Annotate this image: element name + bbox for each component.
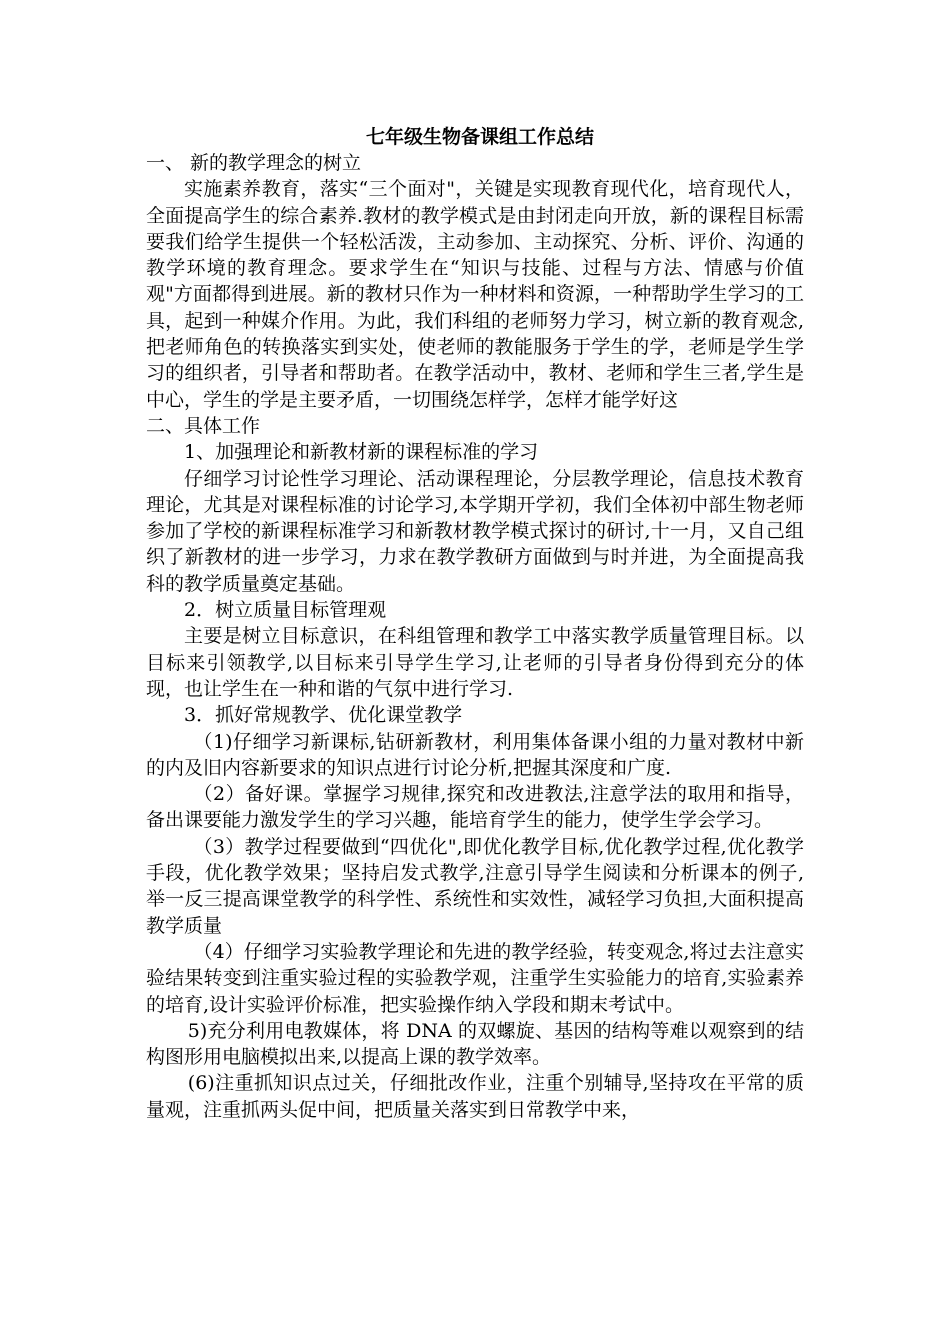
item-2-heading: 2．树立质量目标管理观: [184, 599, 387, 622]
document-title: 七年级生物备课组工作总结: [365, 126, 594, 148]
item-3-point-2: （2）备好课。掌握学习规律,探究和改进教法,注意学法的取用和指导，备出课要能力激发学生的学习兴趣，能培育学生的能力，使学生学会学习。: [146, 783, 804, 832]
item-3-point-6: (6)注重抓知识点过关，仔细批改作业，注重个别辅导,坚持攻在平常的质量观，注重抓两头促中间，把质量关落实到日常教学中来，: [146, 1072, 804, 1121]
item-3-point-5: 5)充分利用电教媒体，将 DNA 的双螺旋、基因的结构等难以观察到的结构图形用电脑模拟出来,以提高上课的教学效率。: [146, 1019, 804, 1069]
item-3-point-3: （3）教学过程要做到“四优化",即优化教学目标,优化教学过程,优化教学手段，优化教学效果；坚持启发式教学,注意引导学生阅读和分析课本的例子,举一反三提高课堂教学的科学性、系统性和实效性，减轻学习负担,大面积提高教学质量: [146, 835, 804, 937]
item-3-point-4: （4）仔细学习实验教学理论和先进的教学经验，转变观念,将过去注意实验结果转变到注重实验过程的实验教学观，注重学生实验能力的培育,实验素养的培育,设计实验评价标准，把实验操作纳入学段和期末考试中。: [146, 940, 804, 1016]
item-3-heading: 3．抓好常规教学、优化课堂教学: [184, 704, 463, 727]
section-heading-1: 一、 新的教学理念的树立: [146, 152, 362, 174]
item-1-heading: 1、加强理论和新教材新的课程标准的学习: [184, 441, 539, 464]
section-heading-2: 二、具体工作: [146, 414, 261, 437]
section-1-paragraph: 实施素养教育，落实“三个面对"，关键是实现教育现代化，培育现代人，全面提高学生的综合素养.教材的教学模式是由封闭走向开放，新的课程目标需要我们给学生提供一个轻松活泼，主动参加、主动探究、分析、评价、沟通的教学环境的教育理念。要求学生在“知识与技能、过程与方法、情感与价值观"方面都得到进展。新的教材只作为一种材料和资源，一种帮助学生学习的工具，起到一种媒介作用。为此，我们科组的老师努力学习，树立新的教育观念,把老师角色的转换落实到实处，使老师的教能服务于学生的学，老师是学生学习的组织者，引导者和帮助者。在教学活动中，教材、老师和学生三者,学生是中心，学生的学是主要矛盾，一切围绕怎样学，怎样才能学好这: [146, 178, 804, 411]
item-2-paragraph: 主要是树立目标意识，在科组管理和教学工中落实教学质量管理目标。以目标来引领教学,以目标来引导学生学习,让老师的引导者身份得到充分的体现，也让学生在一种和谐的气氛中进行学习.: [146, 625, 804, 700]
item-1-paragraph: 仔细学习讨论性学习理论、活动课程理论，分层教学理论，信息技术教育理论，尤其是对课程标准的讨论学习,本学期开学初，我们全体初中部生物老师参加了学校的新课程标准学习和新教材教学模式探讨的研讨,十一月，又自己组织了新教材的进一步学习，力求在教学教研方面做到与时并进，为全面提高我科的教学质量奠定基础。: [146, 467, 804, 595]
item-3-point-1: （1)仔细学习新课标,钻研新教材，利用集体备课小组的力量对教材中新的内及旧内容新要求的知识点进行讨论分析,把握其深度和广度.: [146, 730, 804, 779]
document-page: [146, 124, 804, 1123]
